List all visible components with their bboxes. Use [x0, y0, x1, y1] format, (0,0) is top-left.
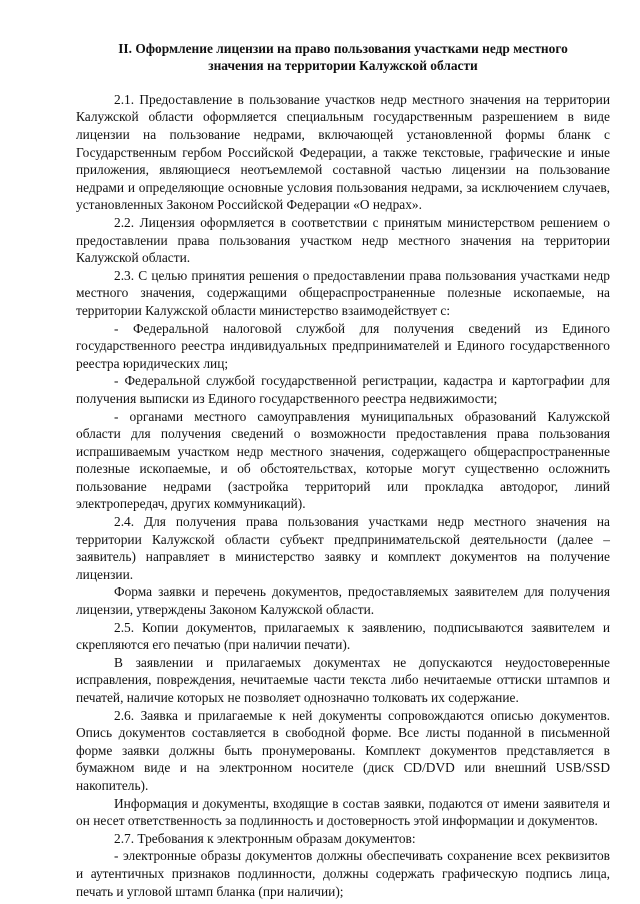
paragraph-2-2: 2.2. Лицензия оформляется в соответствии с принятым министерством решением о предоставлении права пользования участком недр местного значения на территории Калужской области.: [76, 214, 610, 266]
paragraph-2-7: 2.7. Требования к электронным образам документов:: [114, 830, 416, 846]
list-item-registration-service: - Федеральной службой государственной регистрации, кадастра и картографии для получения выписки из Единого государственного реестра недвижимости;: [76, 373, 610, 406]
paragraph-application-form: Форма заявки и перечень документов, предоставляемых заявителем для получения лицензии, утверждены Законом Калужской области.: [76, 584, 610, 618]
paragraph-2-1: 2.1. Предоставление в пользование участков недр местного значения на территории Калужской области оформляется специальным государственным разрешением в виде лицензии на пользование недрами, включающей установленной формы бланк с Государственным гербом Российской Федерации, а также текстовые, графические и иные приложения, являющиеся неотъемлемой составной частью лицензии на пользование недрами и определяющие основные условия пользования недрами, за исключением случаев, установленных Законом Российской Федерации «О недрах».: [76, 91, 610, 213]
section-title-line-2: значения на территории Калужской области: [208, 58, 478, 74]
section-title: [76, 40, 610, 75]
list-item-local-authorities: - органами местного самоуправления муниципальных образований Калужской области для получения сведений о возможности предоставления права пользования испрашиваемым участком недр местного значения, содержащего общераспространенные полезные ископаемые, и об обстоятельствах, которые могут существенно осложнить пользование недрами (застройка территорий или прокладка автодорог, линий электропередач, других коммуникаций).: [76, 408, 610, 512]
list-item-electronic-images: - электронные образы документов должны обеспечивать сохранение всех реквизитов и аутентичных признаков подлинности, должны содержать графическую подпись лица, печать и угловой штамп бланка (при наличии);: [76, 848, 610, 899]
paragraph-2-6: 2.6. Заявка и прилагаемые к ней документы сопровождаются описью документов. Опись документов составляется в свободной форме. Все листы поданной в письменной форме заявки должны быть пронумерованы. Комплект документов представляется в бумажном виде и на электронном носителе (диск CD/DVD или внешний USB/SSD накопитель).: [76, 707, 610, 793]
paragraph-2-4: 2.4. Для получения права пользования участками недр местного значения на территории Калужской области субъект предпринимательской деятельности (далее – заявитель) направляет в министерство заявку и комплект документов на получение лицензии.: [76, 514, 610, 582]
document-page: [76, 40, 610, 900]
paragraph-corrections: В заявлении и прилагаемых документах не допускаются неудостоверенные исправления, повреждения, нечитаемые части текста либо нечитаемые оттиски штампов и печатей, наличие которых не позволяет однозначно толковать их содержание.: [76, 654, 610, 705]
paragraph-responsibility: Информация и документы, входящие в состав заявки, подаются от имени заявителя и он несет ответственность за подлинность и достоверность этой информации и документов.: [76, 795, 610, 829]
list-item-tax-service: - Федеральной налоговой службой для получения сведений из Единого государственного реестра индивидуальных предпринимателей и Единого государственного реестра юридических лиц;: [76, 320, 610, 371]
paragraph-2-5: 2.5. Копии документов, прилагаемых к заявлению, подписываются заявителем и скрепляются его печатью (при наличии печати).: [76, 619, 610, 653]
section-title-line-1: II. Оформление лицензии на право пользования участками недр местного: [118, 41, 568, 56]
paragraph-2-3: 2.3. С целью принятия решения о предоставлении права пользования участками недр местного значения, содержащими общераспространенные полезные ископаемые, на территории Калужской области министерство взаимодействует с:: [76, 267, 610, 318]
